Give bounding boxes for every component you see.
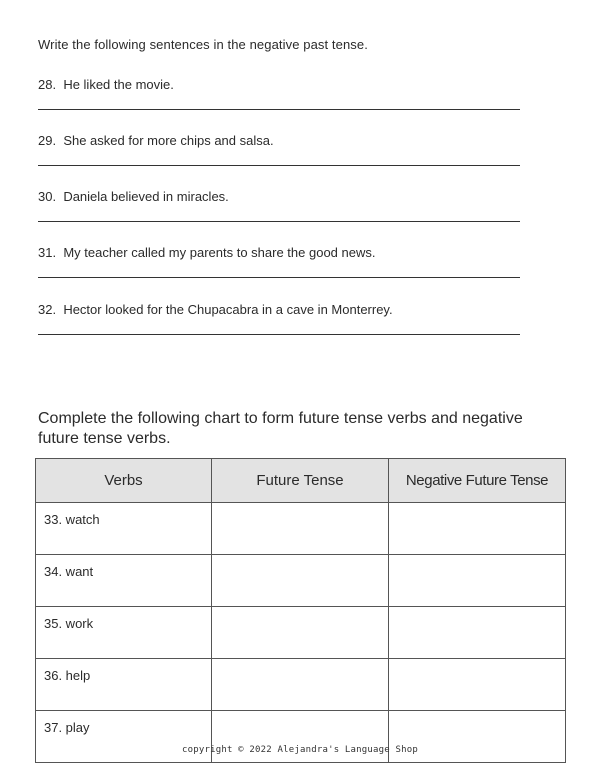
question-number: 28. xyxy=(38,77,57,92)
question-text: She asked for more chips and salsa. xyxy=(63,133,274,148)
question-number: 29. xyxy=(38,133,57,148)
verb-cell: 34. want xyxy=(36,555,212,607)
question-32 xyxy=(38,302,393,317)
future-tense-cell[interactable] xyxy=(212,607,389,659)
negative-future-tense-cell[interactable] xyxy=(389,659,566,711)
negative-future-tense-cell[interactable] xyxy=(389,607,566,659)
answer-line-29[interactable] xyxy=(38,165,520,166)
instruction-negative-past: Write the following sentences in the negative past tense. xyxy=(38,37,368,52)
future-tense-cell[interactable] xyxy=(212,555,389,607)
question-29 xyxy=(38,133,274,148)
verb-cell: 33. watch xyxy=(36,503,212,555)
answer-line-31[interactable] xyxy=(38,277,520,278)
answer-line-28[interactable] xyxy=(38,109,520,110)
question-31 xyxy=(38,245,375,260)
question-text: Daniela believed in miracles. xyxy=(63,189,229,204)
instruction-future-chart: Complete the following chart to form future tense verbs and negative future tense verbs. xyxy=(38,410,523,447)
negative-future-tense-cell[interactable] xyxy=(389,555,566,607)
table-row xyxy=(36,555,566,607)
answer-line-32[interactable] xyxy=(38,334,520,335)
negative-future-tense-cell[interactable] xyxy=(389,503,566,555)
question-28 xyxy=(38,77,174,92)
future-tense-chart xyxy=(35,458,566,763)
verb-cell: 37. play xyxy=(36,711,212,763)
question-30 xyxy=(38,189,229,204)
table-row xyxy=(36,659,566,711)
question-text: He liked the movie. xyxy=(63,77,174,92)
future-tense-cell[interactable] xyxy=(212,503,389,555)
question-number: 30. xyxy=(38,189,57,204)
header-negative-future-tense: Negative Future Tense xyxy=(389,459,566,503)
answer-line-30[interactable] xyxy=(38,221,520,222)
table-row xyxy=(36,607,566,659)
table-row xyxy=(36,503,566,555)
question-number: 32. xyxy=(38,302,57,317)
future-tense-cell[interactable] xyxy=(212,659,389,711)
question-text: Hector looked for the Chupacabra in a cave in Monterrey. xyxy=(63,302,393,317)
copyright-footer: copyright © 2022 Alejandra's Language Shop xyxy=(182,745,418,755)
verb-cell: 36. help xyxy=(36,659,212,711)
header-future-tense: Future Tense xyxy=(212,459,389,503)
question-text: My teacher called my parents to share the good news. xyxy=(63,245,376,260)
question-number: 31. xyxy=(38,245,57,260)
verb-cell: 35. work xyxy=(36,607,212,659)
header-verbs: Verbs xyxy=(36,459,212,503)
